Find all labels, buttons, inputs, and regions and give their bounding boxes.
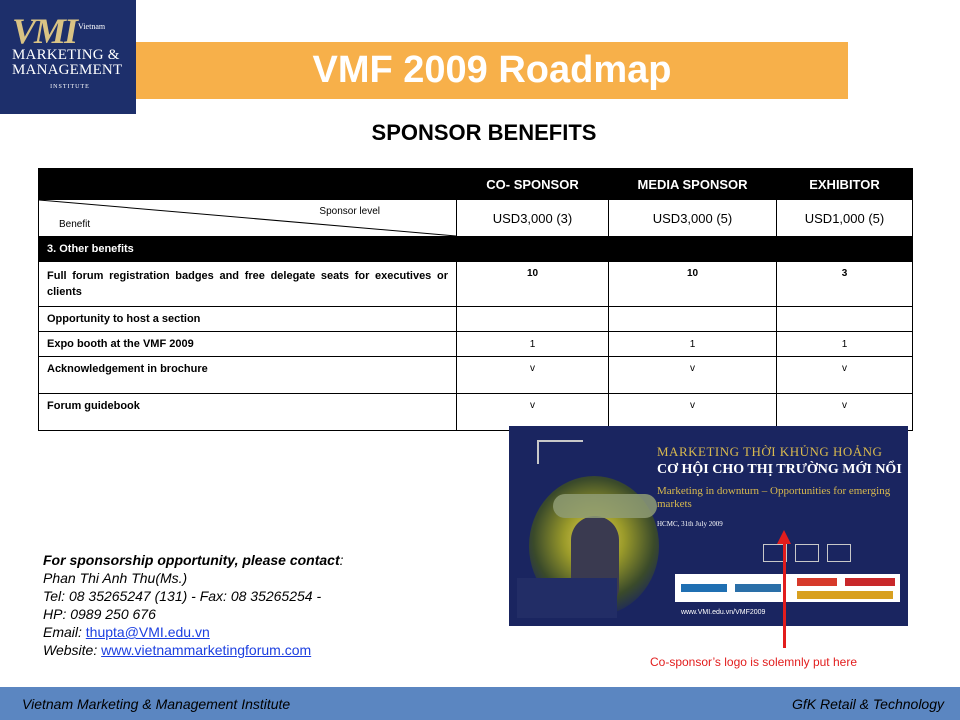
- row-value: v: [609, 394, 777, 431]
- logo-line2: MARKETING &: [12, 47, 120, 63]
- row-value: [609, 307, 777, 332]
- email-link[interactable]: thupta@VMI.edu.vn: [85, 624, 210, 640]
- price-co-sponsor: USD3,000 (3): [457, 200, 609, 237]
- cosponsor-note: Co-sponsor’s logo is solemnly put here: [650, 655, 857, 669]
- diagonal-line: [39, 200, 456, 236]
- banner-visor: [553, 494, 657, 518]
- title-band: [136, 42, 848, 99]
- section-label: 3. Other benefits: [39, 237, 913, 262]
- email-label: Email:: [43, 624, 86, 640]
- benefit-label: Benefit: [59, 219, 91, 230]
- contact-hp: HP: 0989 250 676: [43, 606, 156, 622]
- section-row: [39, 237, 913, 262]
- row-value: 1: [609, 332, 777, 357]
- sponsor-logo: [797, 591, 893, 599]
- contact-website-row: [43, 641, 344, 659]
- contact-heading-colon: :: [339, 552, 344, 568]
- row-value: v: [457, 394, 609, 431]
- banner-title-vi-1: MARKETING THỜI KHỦNG HOẢNG: [657, 444, 883, 459]
- sponsor-logo: [681, 584, 727, 592]
- row-value: 3: [777, 262, 913, 307]
- logo-line3: MANAGEMENT: [12, 62, 123, 78]
- banner-date: HCMC, 31th July 2009: [657, 520, 723, 528]
- diagonal-header-cell: [39, 200, 457, 237]
- banner-organizer-logos: [517, 578, 617, 618]
- logo-line4: INSTITUTE: [50, 84, 90, 90]
- footer-right: GfK Retail & Technology: [791, 696, 944, 712]
- price-row: [39, 200, 913, 237]
- row-value: 1: [457, 332, 609, 357]
- banner-title-en: Marketing in downturn – Opportunities for emerging markets: [657, 485, 891, 510]
- row-label: Forum guidebook: [39, 394, 457, 431]
- row-value: v: [457, 357, 609, 394]
- row-value: [777, 307, 913, 332]
- sponsor-logo: [845, 578, 895, 586]
- row-value: v: [609, 357, 777, 394]
- contact-block: [43, 551, 344, 659]
- banner-sponsor-logos: [675, 574, 900, 602]
- price-media-sponsor: USD3,000 (5): [609, 200, 777, 237]
- footer-bar: [0, 687, 960, 720]
- table-row: [39, 332, 913, 357]
- header-media-sponsor: MEDIA SPONSOR: [609, 169, 777, 200]
- banner-title-vi-2: CƠ HỘI CHO THỊ TRƯỜNG MỚI NỔI: [657, 462, 902, 477]
- row-value: v: [777, 357, 913, 394]
- sponsor-logo: [735, 584, 781, 592]
- row-label: Expo booth at the VMF 2009: [39, 332, 457, 357]
- price-exhibitor: USD1,000 (5): [777, 200, 913, 237]
- logo-slot: [795, 544, 819, 562]
- header-empty: [39, 169, 457, 200]
- row-label: Full forum registration badges and free delegate seats for executives or clients: [39, 262, 457, 307]
- footer-left: Vietnam Marketing & Management Institute: [22, 696, 291, 712]
- header-co-sponsor: CO- SPONSOR: [457, 169, 609, 200]
- page-title: VMF 2009 Roadmap: [312, 49, 672, 91]
- section-title: SPONSOR BENEFITS: [371, 120, 597, 145]
- row-label: Opportunity to host a section: [39, 307, 457, 332]
- benefits-table: [38, 168, 913, 431]
- table-header-row: [39, 169, 913, 200]
- contact-name: Phan Thi Anh Thu(Ms.): [43, 570, 188, 586]
- row-value: [457, 307, 609, 332]
- website-label: Website:: [43, 642, 102, 658]
- contact-heading: [43, 551, 344, 569]
- logo-slot: [827, 544, 851, 562]
- header-exhibitor: EXHIBITOR: [777, 169, 913, 200]
- contact-heading-text: For sponsorship opportunity, please contact: [43, 552, 340, 568]
- row-value: 10: [457, 262, 609, 307]
- row-value: 10: [609, 262, 777, 307]
- website-link[interactable]: www.vietnammarketingforum.com: [101, 642, 312, 658]
- banner-url: www.VMI.edu.vn/VMF2009: [681, 609, 766, 616]
- table-row: [39, 307, 913, 332]
- table-row: [39, 394, 913, 431]
- sponsor-level-label: Sponsor level: [319, 206, 380, 217]
- contact-tel: Tel: 08 35265247 (131) - Fax: 08 35265254 -: [43, 588, 322, 604]
- logo-vmi: VMI: [12, 11, 77, 51]
- arrow-shaft: [783, 540, 786, 648]
- table-row: [39, 262, 913, 307]
- row-value: v: [777, 394, 913, 431]
- logo-vietnam: Vietnam: [78, 22, 106, 31]
- vmi-logo: [0, 0, 136, 114]
- row-label: Acknowledgement in brochure: [39, 357, 457, 394]
- table-row: [39, 357, 913, 394]
- sponsor-logo: [797, 578, 837, 586]
- forum-banner-image: [509, 426, 908, 626]
- banner-forum-logo: [537, 440, 583, 464]
- contact-email-row: [43, 623, 344, 641]
- row-value: 1: [777, 332, 913, 357]
